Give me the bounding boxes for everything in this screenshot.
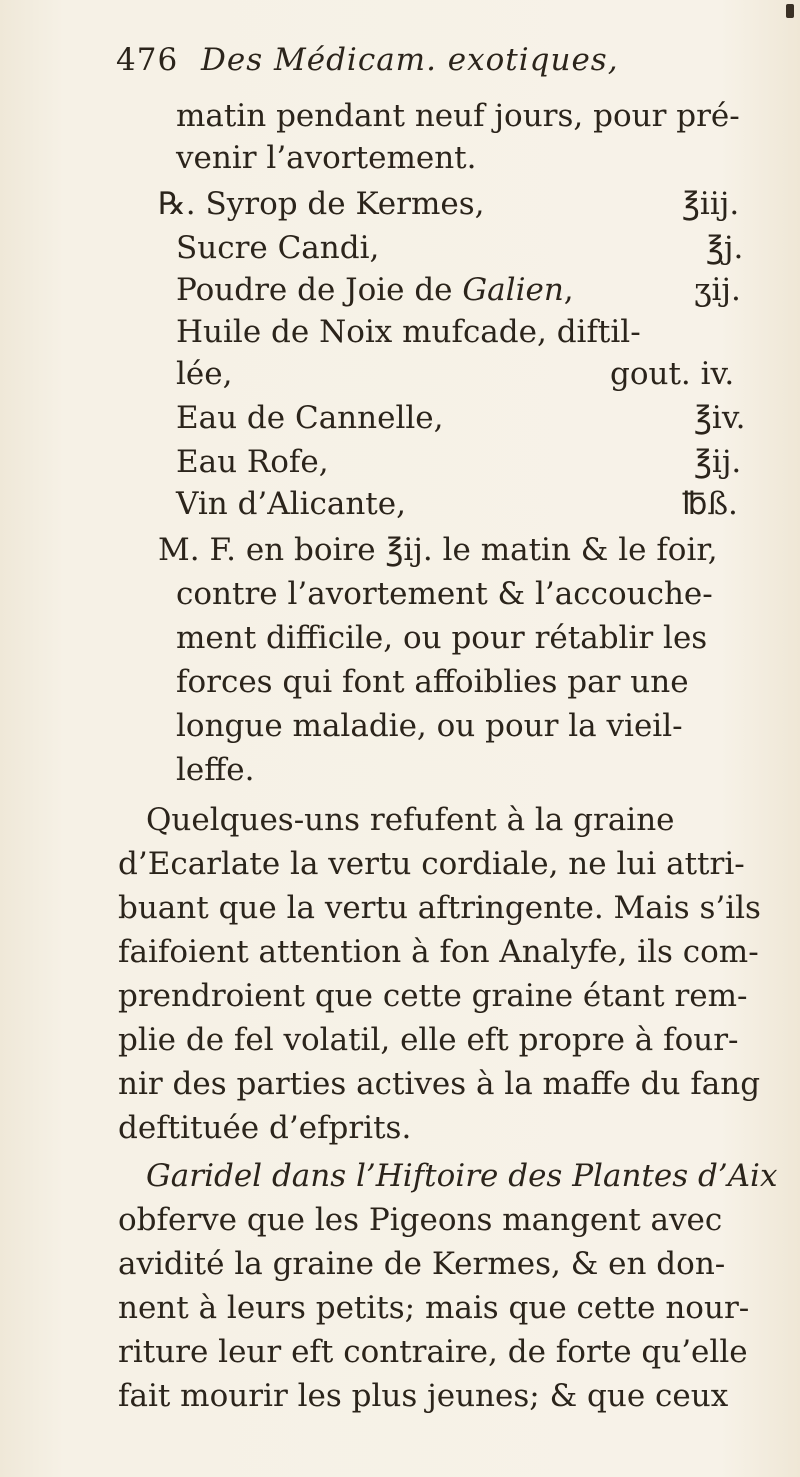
- recipe-amount: ℥ij.: [694, 444, 742, 480]
- text-line: venir l’avortement.: [176, 140, 477, 176]
- running-header: [116, 42, 756, 94]
- text-line: contre l’avortement & l’accouche-: [176, 576, 713, 612]
- recipe-amount: gout. iv.: [610, 356, 735, 392]
- text-line: leffe.: [176, 752, 255, 788]
- recipe-item: Eau Rofe,: [176, 444, 329, 480]
- text-line: avidité la graine de Kermes, & en don-: [118, 1246, 726, 1282]
- text-line: forces qui font affoiblies par une: [176, 664, 689, 700]
- text-line: prendroient que cette graine étant rem-: [118, 978, 748, 1014]
- recipe-amount: ℥iij.: [682, 186, 740, 222]
- text-line: matin pendant neuf jours, pour pré-: [176, 98, 740, 134]
- recipe-amount: ℥j.: [706, 230, 744, 266]
- text-line: buant que la vertu aftringente. Mais s’ils: [118, 890, 761, 926]
- recipe-item: Sucre Candi,: [176, 230, 380, 266]
- text-line: nir des parties actives à la maffe du fang: [118, 1066, 761, 1102]
- text-line: plie de fel volatil, elle eft propre à four-: [118, 1022, 739, 1058]
- text-line: longue maladie, ou pour la vieil-: [176, 708, 683, 744]
- text-line: M. F. en boire ℥ij. le matin & le foir,: [158, 532, 718, 568]
- recipe-item: Eau de Cannelle,: [176, 400, 444, 436]
- recipe-item: Vin d’Alicante,: [176, 486, 406, 522]
- text-line: ment difficile, ou pour rétablir les: [176, 620, 708, 656]
- recipe-lead: ℞. Syrop de Kermes,: [158, 186, 485, 222]
- running-title: Des Médicam. exotiques,: [201, 42, 619, 78]
- citation-ref: Garidel dans l’Hiftoire des Plantes d’Aix: [146, 1158, 778, 1194]
- text-line: faifoient attention à fon Analyfe, ils com-: [118, 934, 759, 970]
- recipe-amount: ℥iv.: [694, 400, 746, 436]
- text-line: deftituée d’efprits.: [118, 1110, 412, 1146]
- text-line: nent à leurs petits; mais que cette nour-: [118, 1290, 750, 1326]
- text-line: d’Ecarlate la vertu cordiale, ne lui attri-: [118, 846, 745, 882]
- text-line: riture leur eft contraire, de forte qu’elle: [118, 1334, 748, 1370]
- text-line: Quelques-uns refufent à la graine: [146, 802, 675, 838]
- page-number: 476: [116, 42, 179, 78]
- corner-mark: [786, 4, 794, 18]
- recipe-item: lée,: [176, 356, 233, 392]
- recipe-amount: ʒij.: [694, 272, 741, 308]
- author-name: Galien: [462, 272, 564, 308]
- text-line: fait mourir les plus jeunes; & que ceux: [118, 1378, 729, 1414]
- recipe-amount: ℔ß.: [682, 486, 738, 522]
- text-line: obferve que les Pigeons mangent avec: [118, 1202, 723, 1238]
- recipe-item: Poudre de Joie de Galien,: [176, 272, 574, 308]
- recipe-item: Huile de Noix mufcade, diftil-: [176, 314, 641, 350]
